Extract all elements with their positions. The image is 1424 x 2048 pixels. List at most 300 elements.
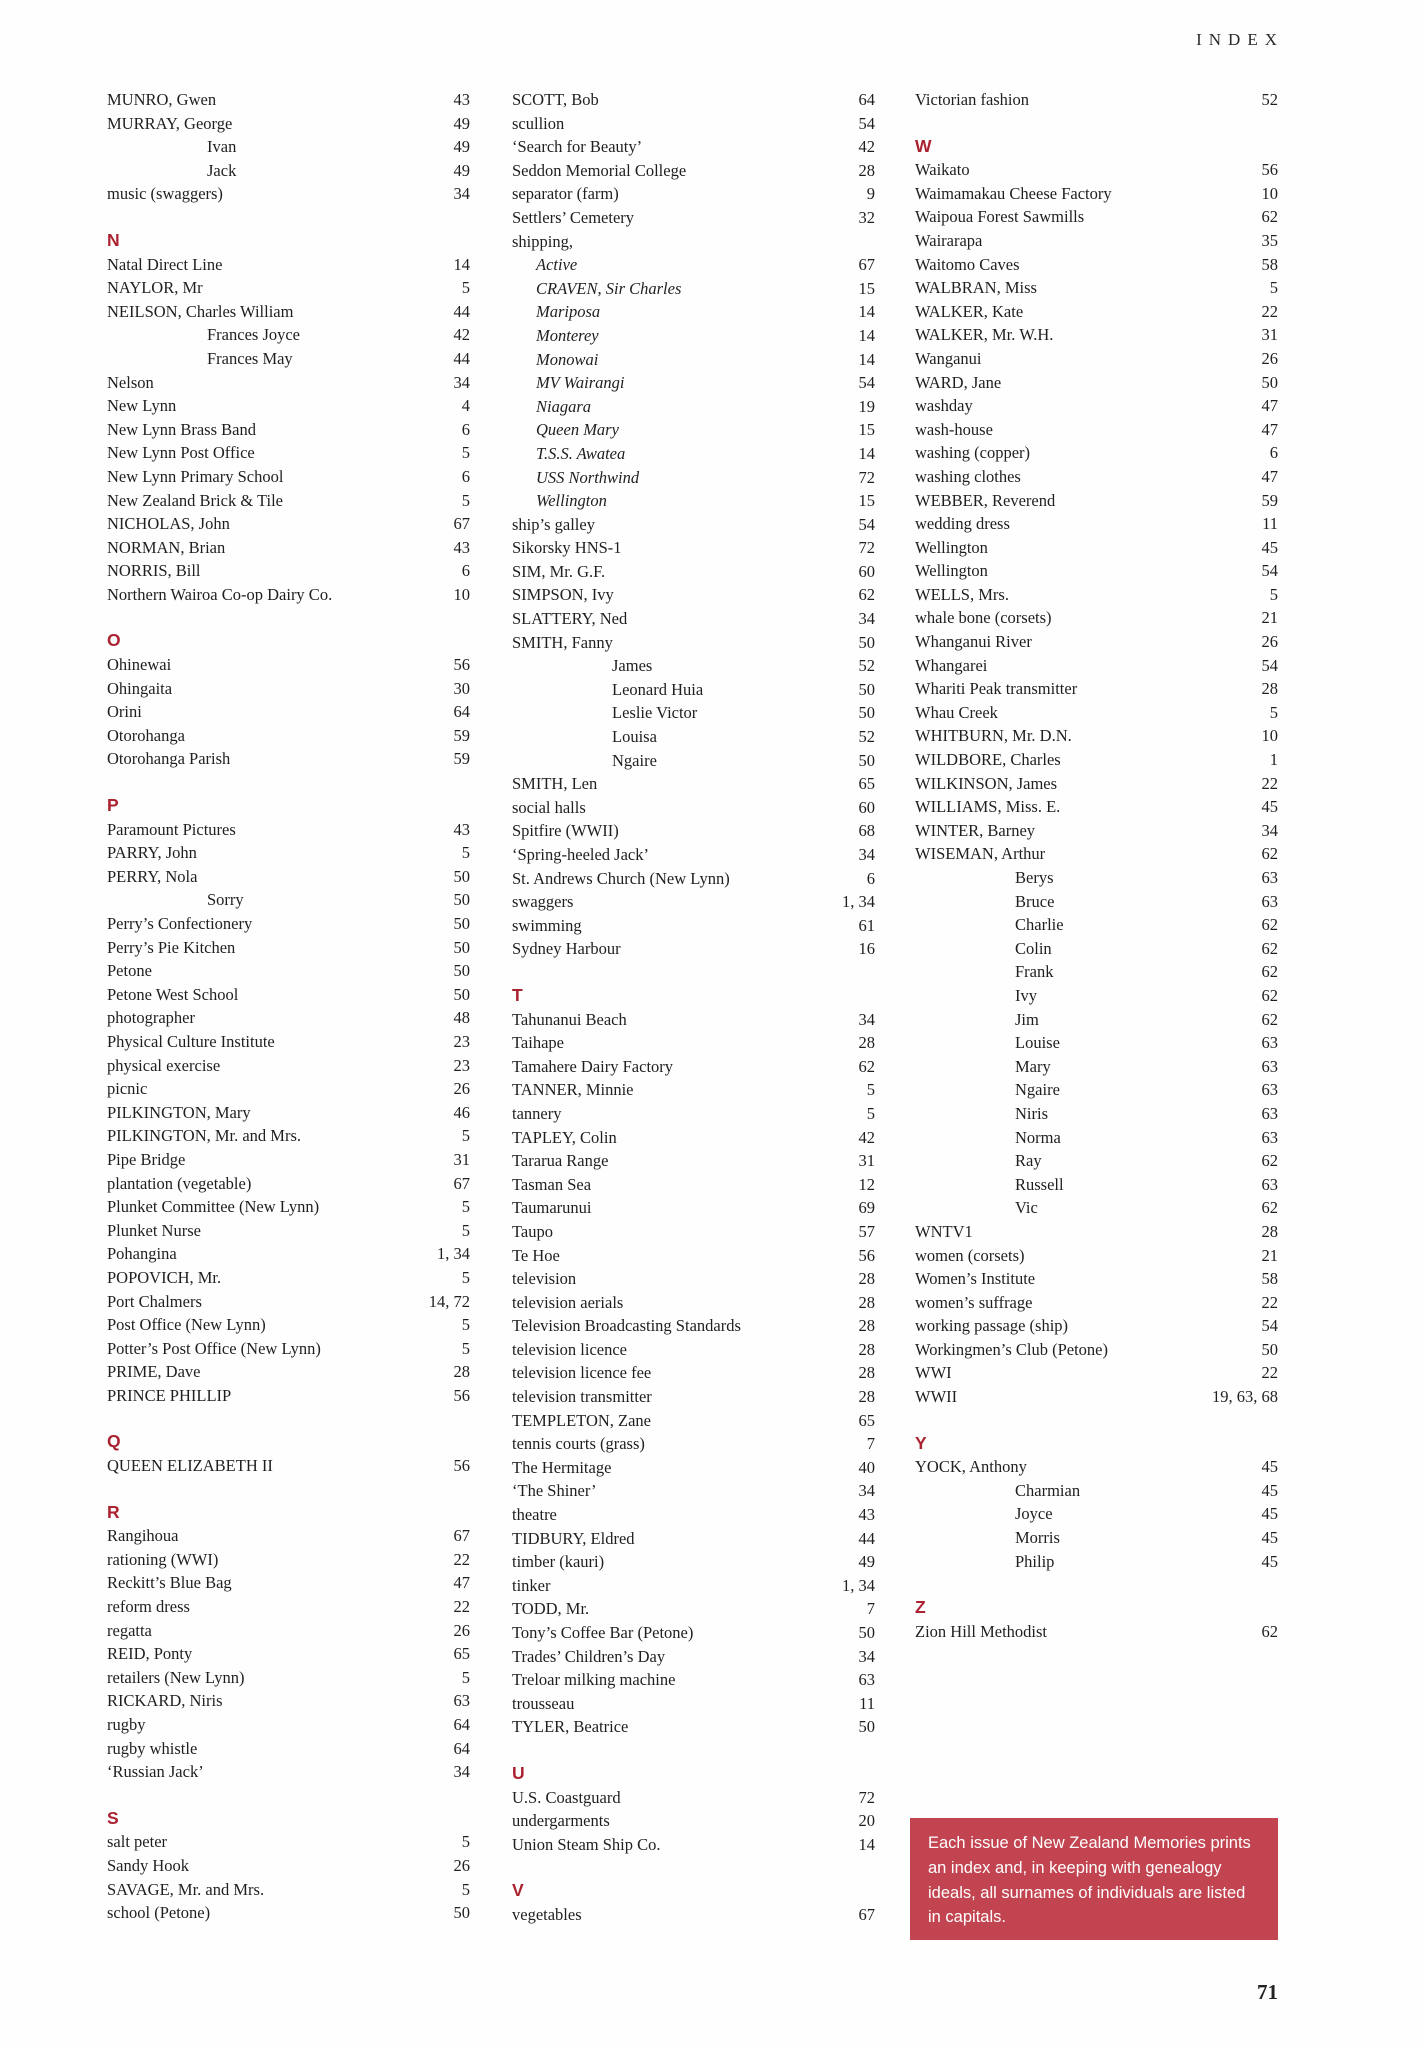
entry-label: POPOVICH, Mr. — [107, 1267, 222, 1287]
entry-label: trousseau — [512, 1693, 575, 1713]
entry-label: Wanganui — [915, 348, 982, 368]
entry-page-number: 23 — [453, 1055, 470, 1075]
index-entry — [512, 796, 875, 820]
index-entry — [107, 1666, 470, 1690]
index-entry — [512, 206, 875, 230]
index-entry — [512, 1267, 875, 1291]
index-entry — [915, 559, 1278, 583]
entry-page-number: 15 — [858, 491, 875, 511]
section-letter: W — [915, 135, 932, 156]
entry-page-number: 6 — [461, 561, 470, 581]
index-entry — [512, 937, 875, 961]
entry-label: swimming — [512, 915, 582, 935]
index-entry — [107, 1619, 470, 1643]
entry-page-number: 5 — [461, 1832, 470, 1852]
entry-page-number: 26 — [1261, 348, 1278, 368]
entry-page-number: 47 — [1261, 466, 1278, 486]
entry-label: PRINCE PHILLIP — [107, 1385, 232, 1405]
entry-page-number: 32 — [858, 207, 875, 227]
entry-page-number: 10 — [453, 584, 470, 604]
entry-page-number: 56 — [453, 655, 470, 675]
index-entry — [512, 1715, 875, 1739]
index-entry — [915, 795, 1278, 819]
entry-label: SIM, Mr. G.F. — [512, 561, 606, 581]
entry-page-number: 72 — [858, 467, 875, 487]
entry-page-number: 43 — [453, 537, 470, 557]
index-entry — [915, 701, 1278, 725]
index-entry — [915, 418, 1278, 442]
index-entry — [512, 607, 875, 631]
entry-page-number: 5 — [461, 278, 470, 298]
index-section — [107, 229, 470, 607]
entry-page-number: 50 — [1261, 372, 1278, 392]
index-entry — [107, 1266, 470, 1290]
entry-page-number: 14 — [858, 443, 875, 463]
entry-label: swaggers — [512, 892, 574, 912]
entry-label: Taupo — [512, 1221, 554, 1241]
index-entry — [107, 1830, 470, 1854]
index-entry — [107, 865, 470, 889]
entry-label: vegetables — [512, 1904, 582, 1924]
index-entry — [512, 230, 875, 254]
entry-page-number: 60 — [858, 561, 875, 581]
entry-label: New Lynn Primary School — [107, 466, 284, 486]
index-entry — [107, 465, 470, 489]
index-entry — [107, 489, 470, 513]
index-entry — [915, 1620, 1278, 1644]
entry-label: WILLIAMS, Miss. E. — [915, 797, 1061, 817]
entry-label: QUEEN ELIZABETH II — [107, 1456, 273, 1476]
section-letter: R — [107, 1501, 120, 1522]
entry-page-number: 45 — [1261, 1504, 1278, 1524]
index-entry — [512, 725, 875, 749]
entry-label: Zion Hill Methodist — [915, 1621, 1047, 1641]
index-entry — [512, 112, 875, 136]
entry-page-number: 34 — [858, 1009, 875, 1029]
entry-page-number: 28 — [453, 1362, 470, 1382]
entry-label: Reckitt’s Blue Bag — [107, 1573, 232, 1593]
section-letter: O — [107, 630, 121, 651]
entry-label: New Zealand Brick & Tile — [107, 490, 283, 510]
index-entry — [915, 890, 1278, 914]
entry-label: rationing (WWI) — [107, 1549, 219, 1569]
entry-page-number: 28 — [858, 1269, 875, 1289]
entry-label: WALBRAN, Miss — [915, 278, 1037, 298]
index-entry — [915, 276, 1278, 300]
index-entry — [107, 1124, 470, 1148]
index-entry — [915, 394, 1278, 418]
index-section — [512, 1762, 875, 1856]
section-letter: P — [107, 795, 119, 816]
index-entry — [107, 394, 470, 418]
index-entry — [512, 583, 875, 607]
entry-label: Ohinewai — [107, 655, 172, 675]
entry-page-number: 69 — [858, 1198, 875, 1218]
index-entry — [915, 606, 1278, 630]
index-entry — [915, 748, 1278, 772]
entry-label: Television Broadcasting Standards — [512, 1316, 741, 1336]
entry-page-number: 72 — [858, 538, 875, 558]
entry-label: New Lynn — [107, 396, 177, 416]
entry-label: Pipe Bridge — [107, 1149, 186, 1169]
entry-page-number: 21 — [1261, 1245, 1278, 1265]
entry-page-number: 30 — [453, 678, 470, 698]
entry-label: Taihape — [512, 1033, 564, 1053]
entry-page-number: 5 — [461, 1315, 470, 1335]
entry-page-number: 52 — [1261, 90, 1278, 109]
index-entry — [512, 513, 875, 537]
index-entry — [512, 1621, 875, 1645]
index-entry — [512, 1692, 875, 1716]
entry-label: TEMPLETON, Zane — [512, 1410, 652, 1430]
entry-page-number: 47 — [1261, 396, 1278, 416]
entry-label: Tararua Range — [512, 1151, 609, 1171]
index-entry — [512, 1574, 875, 1598]
entry-page-number: 7 — [866, 1599, 875, 1619]
entry-page-number: 5 — [1269, 584, 1278, 604]
entry-label: Northern Wairoa Co-op Dairy Co. — [107, 584, 333, 604]
index-entry — [512, 1645, 875, 1669]
entry-label: PERRY, Nola — [107, 866, 198, 886]
entry-page-number: 28 — [858, 1363, 875, 1383]
entry-page-number: 49 — [453, 137, 470, 157]
entry-page-number: 54 — [858, 373, 875, 393]
entry-page-number: 56 — [1261, 160, 1278, 180]
entry-page-number: 50 — [453, 1903, 470, 1923]
entry-page-number: 56 — [453, 1385, 470, 1405]
index-entry — [512, 442, 875, 466]
entry-page-number: 59 — [453, 749, 470, 769]
index-entry — [107, 1901, 470, 1925]
index-entry — [512, 182, 875, 206]
entry-page-number: 22 — [453, 1597, 470, 1617]
index-entry — [512, 1008, 875, 1032]
entry-page-number: 20 — [858, 1811, 875, 1831]
entry-page-number: 43 — [453, 90, 470, 109]
index-entry — [915, 229, 1278, 253]
entry-page-number: 5 — [1269, 278, 1278, 298]
index-entry — [915, 1031, 1278, 1055]
index-entry — [107, 512, 470, 536]
entry-page-number: 14, 72 — [428, 1291, 470, 1311]
entry-page-number: 40 — [858, 1457, 875, 1477]
index-entry — [107, 1384, 470, 1408]
index-entry — [512, 1833, 875, 1857]
entry-label: Ivy — [1015, 985, 1037, 1005]
entry-page-number: 22 — [1261, 301, 1278, 321]
entry-page-number: 54 — [858, 514, 875, 534]
entry-page-number: 16 — [858, 939, 875, 959]
index-entry — [107, 135, 470, 159]
index-section — [915, 88, 1278, 112]
entry-label: TODD, Mr. — [512, 1599, 590, 1619]
entry-label: tinker — [512, 1575, 551, 1595]
entry-label: WILKINSON, James — [915, 773, 1058, 793]
entry-page-number: 50 — [453, 984, 470, 1004]
entry-page-number: 63 — [453, 1691, 470, 1711]
entry-label: salt peter — [107, 1832, 168, 1852]
entry-page-number: 61 — [858, 915, 875, 935]
index-entry — [107, 583, 470, 607]
entry-label: MUNRO, Gwen — [107, 90, 217, 109]
index-entry — [512, 1291, 875, 1315]
entry-label: Pohangina — [107, 1244, 177, 1264]
index-entry — [512, 772, 875, 796]
index-entry — [915, 819, 1278, 843]
entry-page-number: 54 — [1261, 655, 1278, 675]
entry-page-number: 9 — [866, 184, 875, 204]
entry-page-number: 67 — [453, 514, 470, 534]
index-entry — [512, 631, 875, 655]
entry-label: WISEMAN, Arthur — [915, 844, 1046, 864]
entry-label: ship’s galley — [512, 514, 595, 534]
entry-page-number: 5 — [461, 1220, 470, 1240]
entry-label: Wairarapa — [915, 230, 983, 250]
entry-label: washday — [915, 396, 973, 416]
index-entry — [512, 135, 875, 159]
entry-page-number: 62 — [858, 1056, 875, 1076]
index-entry — [512, 1314, 875, 1338]
entry-page-number: 28 — [858, 1387, 875, 1407]
index-entry — [915, 654, 1278, 678]
entry-label: SIMPSON, Ivy — [512, 585, 614, 605]
entry-label: Niris — [1015, 1103, 1048, 1123]
entry-label: television aerials — [512, 1292, 624, 1312]
entry-page-number: 62 — [1261, 1009, 1278, 1029]
entry-page-number: 47 — [1261, 419, 1278, 439]
index-entry — [107, 983, 470, 1007]
entry-label: Waitomo Caves — [915, 254, 1020, 274]
index-entry — [107, 418, 470, 442]
entry-label: Russell — [1015, 1174, 1064, 1194]
entry-label: RICKARD, Niris — [107, 1691, 223, 1711]
index-entry — [915, 441, 1278, 465]
entry-page-number: 72 — [858, 1787, 875, 1807]
entry-label: plantation (vegetable) — [107, 1173, 252, 1193]
entry-label: Mary — [1015, 1056, 1051, 1076]
entry-page-number: 34 — [453, 372, 470, 392]
entry-label: Waimamakau Cheese Factory — [915, 183, 1112, 203]
entry-label: women (corsets) — [915, 1245, 1025, 1265]
index-entry — [915, 772, 1278, 796]
index-entry — [915, 1267, 1278, 1291]
entry-page-number: 31 — [1261, 325, 1278, 345]
section-letter: T — [512, 984, 523, 1005]
index-column-1 — [107, 88, 470, 1925]
entry-label: Leslie Victor — [612, 703, 698, 723]
index-entry — [107, 1642, 470, 1666]
index-entry — [512, 300, 875, 324]
entry-label: NORRIS, Bill — [107, 561, 201, 581]
index-entry — [915, 512, 1278, 536]
entry-label: Jack — [207, 160, 237, 180]
entry-page-number: 6 — [461, 466, 470, 486]
entry-page-number: 62 — [1261, 938, 1278, 958]
entry-label: photographer — [107, 1008, 195, 1028]
entry-label: wash-house — [915, 419, 993, 439]
entry-label: Vic — [1015, 1198, 1038, 1218]
entry-label: Natal Direct Line — [107, 254, 223, 274]
index-entry — [107, 1101, 470, 1125]
index-entry — [107, 1077, 470, 1101]
entry-page-number: 44 — [858, 1528, 875, 1548]
index-entry — [915, 489, 1278, 513]
section-letter: Z — [915, 1597, 926, 1618]
entry-label: whale bone (corsets) — [915, 608, 1052, 628]
entry-label: washing clothes — [915, 466, 1021, 486]
entry-label: working passage (ship) — [915, 1316, 1069, 1336]
entry-label: Perry’s Pie Kitchen — [107, 937, 236, 957]
entry-label: ‘Search for Beauty’ — [512, 137, 643, 157]
entry-page-number: 22 — [1261, 773, 1278, 793]
entry-page-number: 5 — [461, 490, 470, 510]
index-entry — [107, 841, 470, 865]
entry-label: Monterey — [536, 325, 599, 345]
index-section — [512, 984, 875, 1739]
index-entry — [107, 88, 470, 112]
entry-label: Potter’s Post Office (New Lynn) — [107, 1338, 321, 1358]
entry-page-number: 67 — [453, 1173, 470, 1193]
entry-page-number: 34 — [858, 845, 875, 864]
entry-page-number: 42 — [453, 325, 470, 345]
index-entry — [915, 866, 1278, 890]
entry-label: James — [612, 656, 653, 676]
index-section — [107, 794, 470, 1407]
entry-page-number: 45 — [1261, 537, 1278, 557]
index-entry — [107, 559, 470, 583]
index-entry — [107, 912, 470, 936]
entry-label: Colin — [1015, 938, 1052, 958]
entry-label: Nelson — [107, 372, 154, 392]
entry-label: Ivan — [207, 137, 237, 157]
entry-label: Monowai — [536, 349, 599, 369]
entry-label: ‘The Shiner’ — [512, 1481, 597, 1501]
entry-page-number: 59 — [453, 725, 470, 745]
entry-page-number: 49 — [453, 160, 470, 180]
entry-label: NAYLOR, Mr — [107, 278, 203, 298]
entry-label: Wellington — [536, 491, 607, 511]
entry-page-number: 19 — [858, 396, 875, 416]
entry-page-number: 11 — [1262, 514, 1278, 534]
index-entry — [915, 913, 1278, 937]
entry-page-number: 50 — [453, 937, 470, 957]
index-entry — [107, 1030, 470, 1054]
entry-page-number: 5 — [866, 1080, 875, 1100]
index-entry — [107, 159, 470, 183]
index-section — [107, 1430, 470, 1477]
entry-label: Whangarei — [915, 655, 988, 675]
index-entry — [512, 1149, 875, 1173]
entry-page-number: 22 — [453, 1549, 470, 1569]
entry-page-number: 22 — [1261, 1292, 1278, 1312]
section-letter: U — [512, 1762, 525, 1783]
entry-label: Physical Culture Institute — [107, 1031, 275, 1051]
index-entry — [915, 465, 1278, 489]
index-entry — [512, 1173, 875, 1197]
entry-page-number: 60 — [858, 797, 875, 817]
entry-page-number: 49 — [858, 1552, 875, 1572]
index-entry — [512, 466, 875, 490]
entry-page-number: 49 — [453, 113, 470, 133]
entry-page-number: 67 — [858, 1904, 875, 1924]
index-entry — [107, 300, 470, 324]
entry-label: television licence fee — [512, 1363, 652, 1383]
entry-page-number: 54 — [1261, 561, 1278, 581]
index-entry — [107, 1760, 470, 1784]
index-entry — [915, 1196, 1278, 1220]
index-entry — [512, 1597, 875, 1621]
entry-page-number: 26 — [453, 1855, 470, 1875]
index-entry — [107, 818, 470, 842]
entry-label: Petone West School — [107, 984, 239, 1004]
index-entry — [512, 253, 875, 277]
entry-page-number: 63 — [1261, 1056, 1278, 1076]
entry-page-number: 34 — [858, 1646, 875, 1666]
entry-label: theatre — [512, 1505, 557, 1525]
entry-label: Workingmen’s Club (Petone) — [915, 1339, 1108, 1359]
entry-label: tannery — [512, 1103, 562, 1123]
entry-page-number: 58 — [1261, 1269, 1278, 1289]
index-section — [915, 1432, 1278, 1574]
index-entry — [512, 1456, 875, 1480]
entry-label: Sandy Hook — [107, 1855, 190, 1875]
entry-page-number: 34 — [453, 1762, 470, 1782]
entry-page-number: 5 — [461, 1667, 470, 1687]
index-entry — [915, 1338, 1278, 1362]
index-entry — [512, 88, 875, 112]
entry-label: ‘Spring-heeled Jack’ — [512, 845, 649, 864]
section-letter: S — [107, 1807, 119, 1828]
index-entry — [915, 1526, 1278, 1550]
entry-page-number: 62 — [1261, 1151, 1278, 1171]
entry-label: Orini — [107, 702, 142, 722]
index-entry — [915, 1291, 1278, 1315]
index-entry — [512, 1527, 875, 1551]
index-entry — [512, 1196, 875, 1220]
entry-label: television licence — [512, 1339, 627, 1359]
entry-label: Wellington — [915, 561, 988, 581]
entry-page-number: 4 — [461, 396, 470, 416]
index-entry — [512, 1550, 875, 1574]
index-entry — [512, 1903, 875, 1927]
section-letter: V — [512, 1880, 524, 1901]
entry-label: WWII — [915, 1387, 958, 1407]
entry-label: WINTER, Barney — [915, 820, 1036, 840]
entry-page-number: 34 — [1261, 820, 1278, 840]
entry-label: music (swaggers) — [107, 184, 223, 204]
entry-page-number: 31 — [858, 1151, 875, 1171]
index-entry — [107, 182, 470, 206]
index-entry — [512, 1055, 875, 1079]
entry-label: Port Chalmers — [107, 1291, 202, 1311]
entry-label: SMITH, Len — [512, 774, 598, 794]
entry-page-number: 43 — [453, 819, 470, 839]
section-letter: N — [107, 229, 120, 250]
entry-label: PARRY, John — [107, 843, 197, 863]
entry-label: women’s suffrage — [915, 1292, 1033, 1312]
entry-label: undergarments — [512, 1811, 610, 1831]
entry-label: YOCK, Anthony — [915, 1457, 1027, 1477]
entry-page-number: 15 — [858, 278, 875, 298]
entry-label: NORMAN, Brian — [107, 537, 226, 557]
entry-page-number: 34 — [858, 1481, 875, 1501]
entry-label: timber (kauri) — [512, 1552, 605, 1572]
entry-page-number: 48 — [453, 1008, 470, 1028]
index-section — [107, 1501, 470, 1784]
index-column-2 — [512, 88, 875, 1927]
entry-label: Taumarunui — [512, 1198, 592, 1218]
entry-page-number: 44 — [453, 301, 470, 321]
